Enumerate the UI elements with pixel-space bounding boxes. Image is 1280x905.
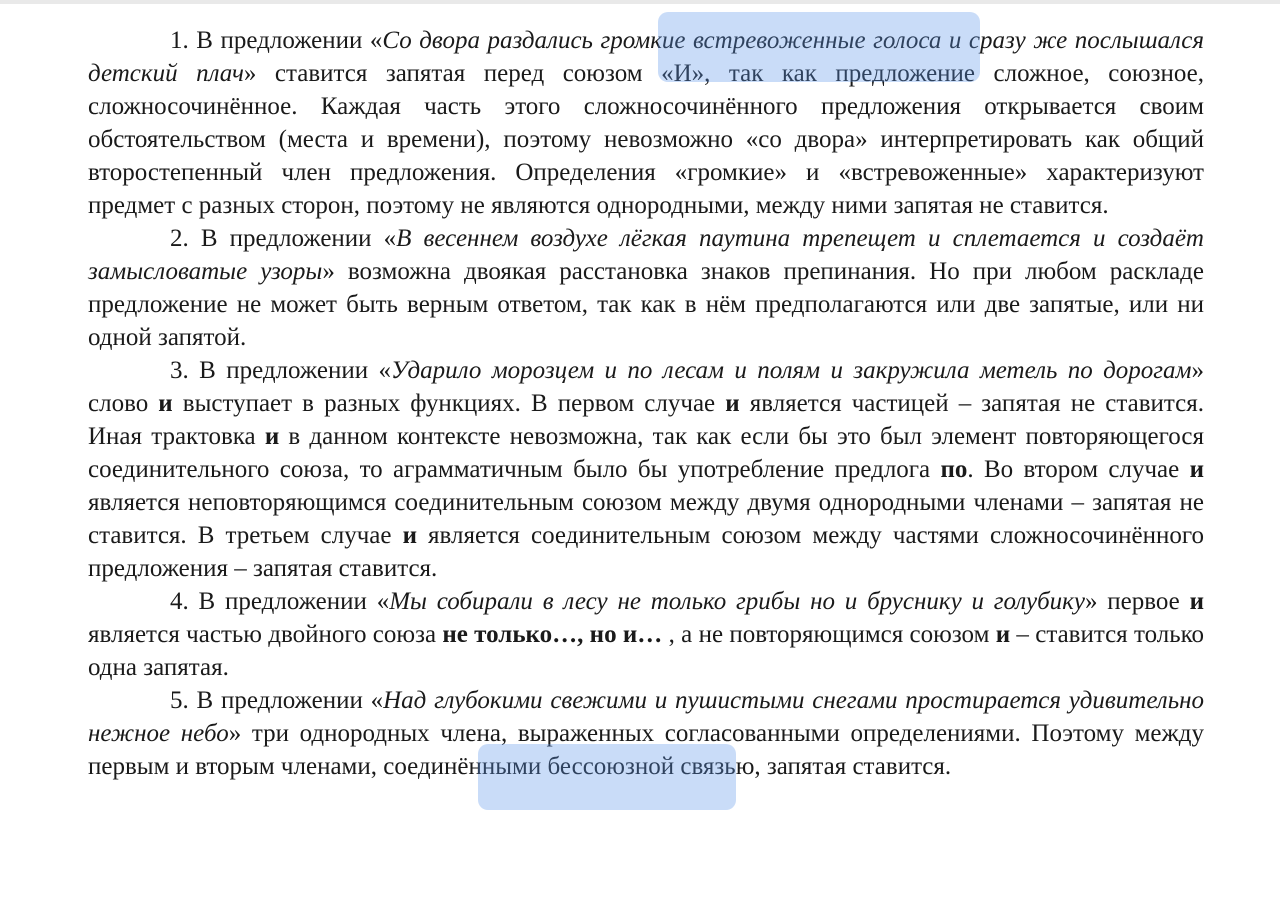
- explanation-text: » первое: [1084, 588, 1190, 615]
- paragraph-3: [88, 354, 1204, 585]
- bold-term: и: [264, 423, 280, 450]
- explanation-text: » ставится запятая перед союзом «И», так как предложение сложное, союзное, сложносочинённое. Каждая часть этого сложносочинённого предложения открывается своим обстоятельством (места и времени), поэтому невозможно «со двора» интерпретировать как общий второстепенный член предложения. Определения «громкие» и «встревоженные» характеризуют предмет с разных сторон, поэтому не являются однородными, между ними запятая не ставится.: [88, 60, 1204, 219]
- bold-term: и: [995, 621, 1011, 648]
- bold-term: и: [1189, 588, 1204, 615]
- bold-term: по: [940, 456, 968, 483]
- example-sentence: Над глубокими свежими и пушистыми снегами простирается удивительно нежное небо: [88, 687, 1204, 747]
- paragraph-number: 3. В предложении «: [170, 357, 391, 384]
- explanation-text: является частицей – запятая не ставится. Иная трактовка: [88, 390, 1204, 450]
- explanation-text: является частью двойного союза: [88, 621, 443, 648]
- bold-term: и: [402, 522, 417, 549]
- explanation-text: выступает в разных функциях. В первом случае: [172, 390, 726, 417]
- bold-term: и: [1189, 456, 1204, 483]
- explanation-text: – ставится только одна запятая.: [88, 621, 1205, 681]
- explanation-text: » три однородных члена, выраженных согласованными определениями. Поэтому между первым и вторым членами, соединёнными бессоюзной связью, запятая ставится.: [88, 720, 1205, 780]
- paragraph-1: [88, 24, 1204, 222]
- bold-term: не только…, но и…: [442, 621, 663, 648]
- example-sentence: В весеннем воздухе лёгкая паутина трепещет и сплетается и создаёт замысловатые узоры: [88, 225, 1204, 285]
- document-page: [88, 24, 1204, 783]
- explanation-text: » слово: [88, 357, 1204, 417]
- paragraph-2: [88, 222, 1204, 354]
- example-sentence: Со двора раздались громкие встревоженные голоса и сразу же послышался детский плач: [88, 27, 1204, 87]
- page-top-edge: [0, 0, 1280, 4]
- explanation-text: . Во втором случае: [967, 456, 1190, 483]
- paragraph-4: [88, 585, 1204, 684]
- paragraph-number: 5. В предложении «: [170, 687, 384, 714]
- bold-term: и: [158, 390, 173, 417]
- explanation-text: » возможна двоякая расстановка знаков препинания. Но при любом раскладе предложение не может быть верным ответом, так как в нём предполагаются или две запятые, или ни одной запятой.: [88, 258, 1204, 351]
- example-sentence: Мы собирали в лесу не только грибы но и бруснику и голубику: [389, 588, 1085, 615]
- paragraph-number: 4. В предложении «: [170, 588, 390, 615]
- paragraph-number: 1. В предложении «: [170, 27, 383, 54]
- paragraph-number: 2. В предложении «: [170, 225, 397, 252]
- explanation-text: является соединительным союзом между частями сложносочинённого предложения – запятая ставится.: [88, 522, 1205, 582]
- bold-term: и: [725, 390, 740, 417]
- explanation-text: в данном контексте невозможна, так как если бы это был элемент повторяющегося соединительного союза, то аграмматичным было бы употребление предлога: [88, 423, 1204, 483]
- example-sentence: Ударило морозцем и по лесам и полям и закружила метель по дорогам: [390, 357, 1192, 384]
- explanation-text: является неповторяющимся соединительным союзом между двумя однородными членами – запятая не ставится. В третьем случае: [88, 489, 1204, 549]
- paragraph-5: [88, 684, 1204, 783]
- explanation-text: , а не повторяющимся союзом: [662, 621, 996, 648]
